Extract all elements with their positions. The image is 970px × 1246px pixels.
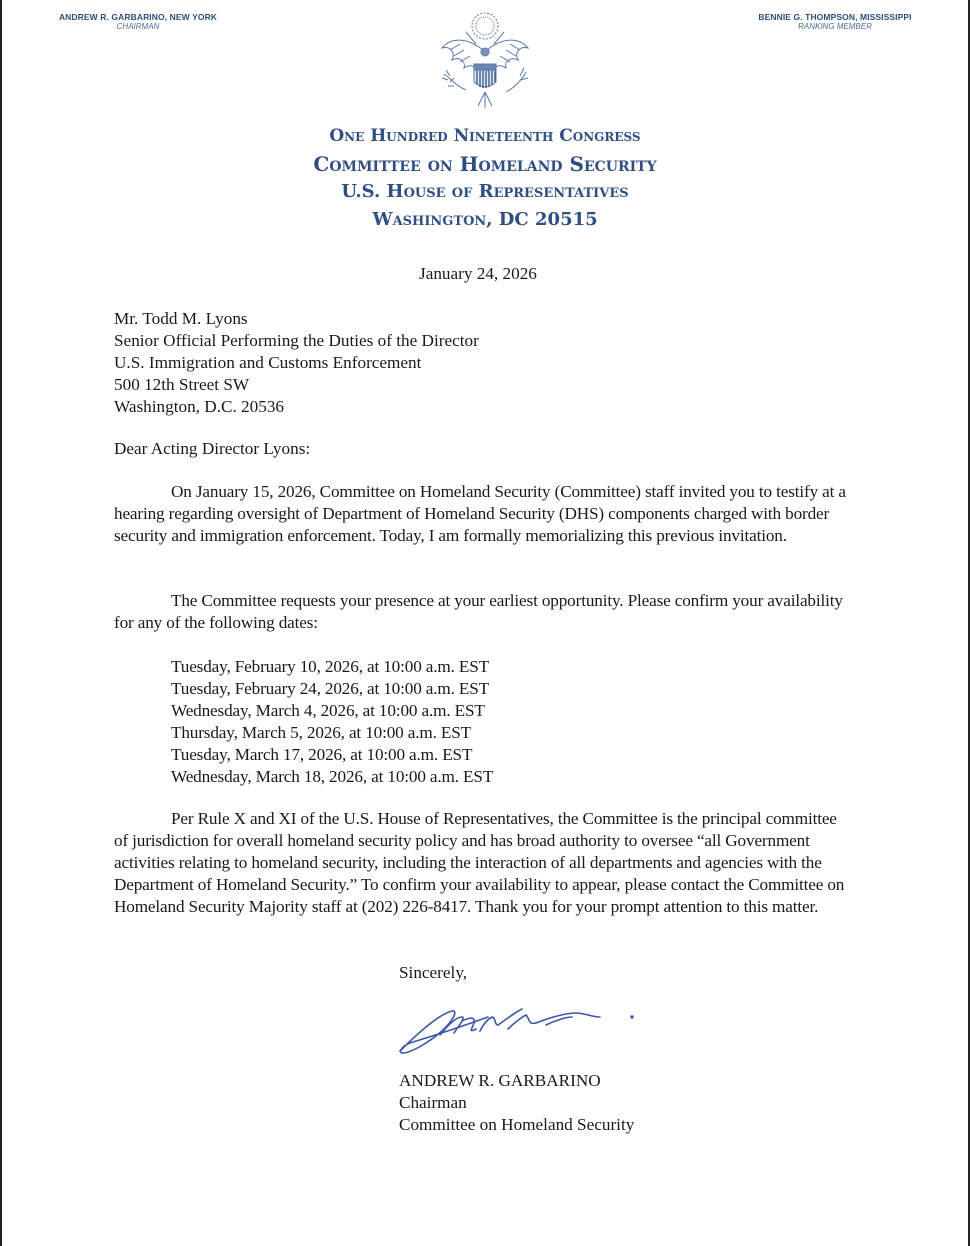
great-seal-eagle-icon	[430, 8, 542, 112]
recipient-name: Mr. Todd M. Lyons	[114, 309, 248, 328]
hearing-date-item: Tuesday, February 10, 2026, at 10:00 a.m. EST	[171, 657, 490, 676]
signer-organization: Committee on Homeland Security	[399, 1115, 635, 1134]
ranking-member-name: BENNIE G. THOMPSON, MISSISSIPPI	[758, 12, 912, 22]
letter-date: January 24, 2026	[419, 264, 537, 283]
hearing-date-item: Tuesday, February 24, 2026, at 10:00 a.m. EST	[171, 679, 490, 698]
ranking-member-role: RANKING MEMBER	[798, 22, 872, 31]
handwritten-signature-icon	[396, 995, 646, 1060]
recipient-city: Washington, D.C. 20536	[114, 397, 285, 416]
page-edge-left	[0, 0, 2, 1246]
ranking-member-header	[749, 12, 921, 31]
letterhead-house: U.S. House of Representatives	[341, 181, 629, 202]
hearing-date-item: Thursday, March 5, 2026, at 10:00 a.m. EST	[171, 723, 471, 742]
hearing-date-item: Wednesday, March 4, 2026, at 10:00 a.m. EST	[171, 701, 485, 720]
signer-name: ANDREW R. GARBARINO	[399, 1071, 601, 1090]
recipient-address	[114, 308, 479, 418]
paragraph-jurisdiction	[114, 808, 854, 918]
letterhead-committee: Committee on Homeland Security	[313, 152, 657, 176]
hearing-dates-list	[171, 656, 493, 788]
signer-title: Chairman	[399, 1093, 467, 1112]
letterhead-congress: One Hundred Nineteenth Congress	[329, 126, 641, 146]
hearing-date-item: Wednesday, March 18, 2026, at 10:00 a.m. EST	[171, 767, 494, 786]
paragraph-request-text: The Committee requests your presence at your earliest opportunity. Please confirm your availability for any of the following dates:	[114, 591, 843, 632]
recipient-agency: U.S. Immigration and Customs Enforcement	[114, 353, 422, 372]
paragraph-invitation	[114, 481, 854, 547]
recipient-street: 500 12th Street SW	[114, 375, 250, 394]
signer-block	[399, 1070, 634, 1136]
chairman-name: ANDREW R. GARBARINO, NEW YORK	[58, 12, 218, 22]
letterhead-address: Washington, DC 20515	[372, 209, 598, 230]
recipient-title: Senior Official Performing the Duties of the Director	[114, 331, 479, 350]
paragraph-jurisdiction-text: Per Rule X and XI of the U.S. House of Representatives, the Committee is the principal committee of jurisdiction for overall homeland security policy and has broad authority to oversee “all Government activities relating to homeland security, including the interaction of all departments and agencies with the Department of Homeland Security.” To confirm your availability to appear, please contact the Committee on Homeland Security Majority staff at (202) 226-8417. Thank you for your prompt attention to this matter.	[114, 809, 845, 916]
paragraph-invitation-text: On January 15, 2026, Committee on Homeland Security (Committee) staff invited you to testify at a hearing regarding oversight of Department of Homeland Security (DHS) components charged with border security and immigration enforcement. Today, I am formally memorializing this previous invitation.	[114, 482, 846, 545]
chairman-header	[51, 12, 225, 31]
closing: Sincerely,	[399, 963, 468, 982]
paragraph-request	[114, 590, 854, 634]
letterhead	[250, 122, 720, 234]
salutation: Dear Acting Director Lyons:	[114, 439, 311, 458]
chairman-role: CHAIRMAN	[116, 22, 160, 31]
hearing-date-item: Tuesday, March 17, 2026, at 10:00 a.m. EST	[171, 745, 473, 764]
